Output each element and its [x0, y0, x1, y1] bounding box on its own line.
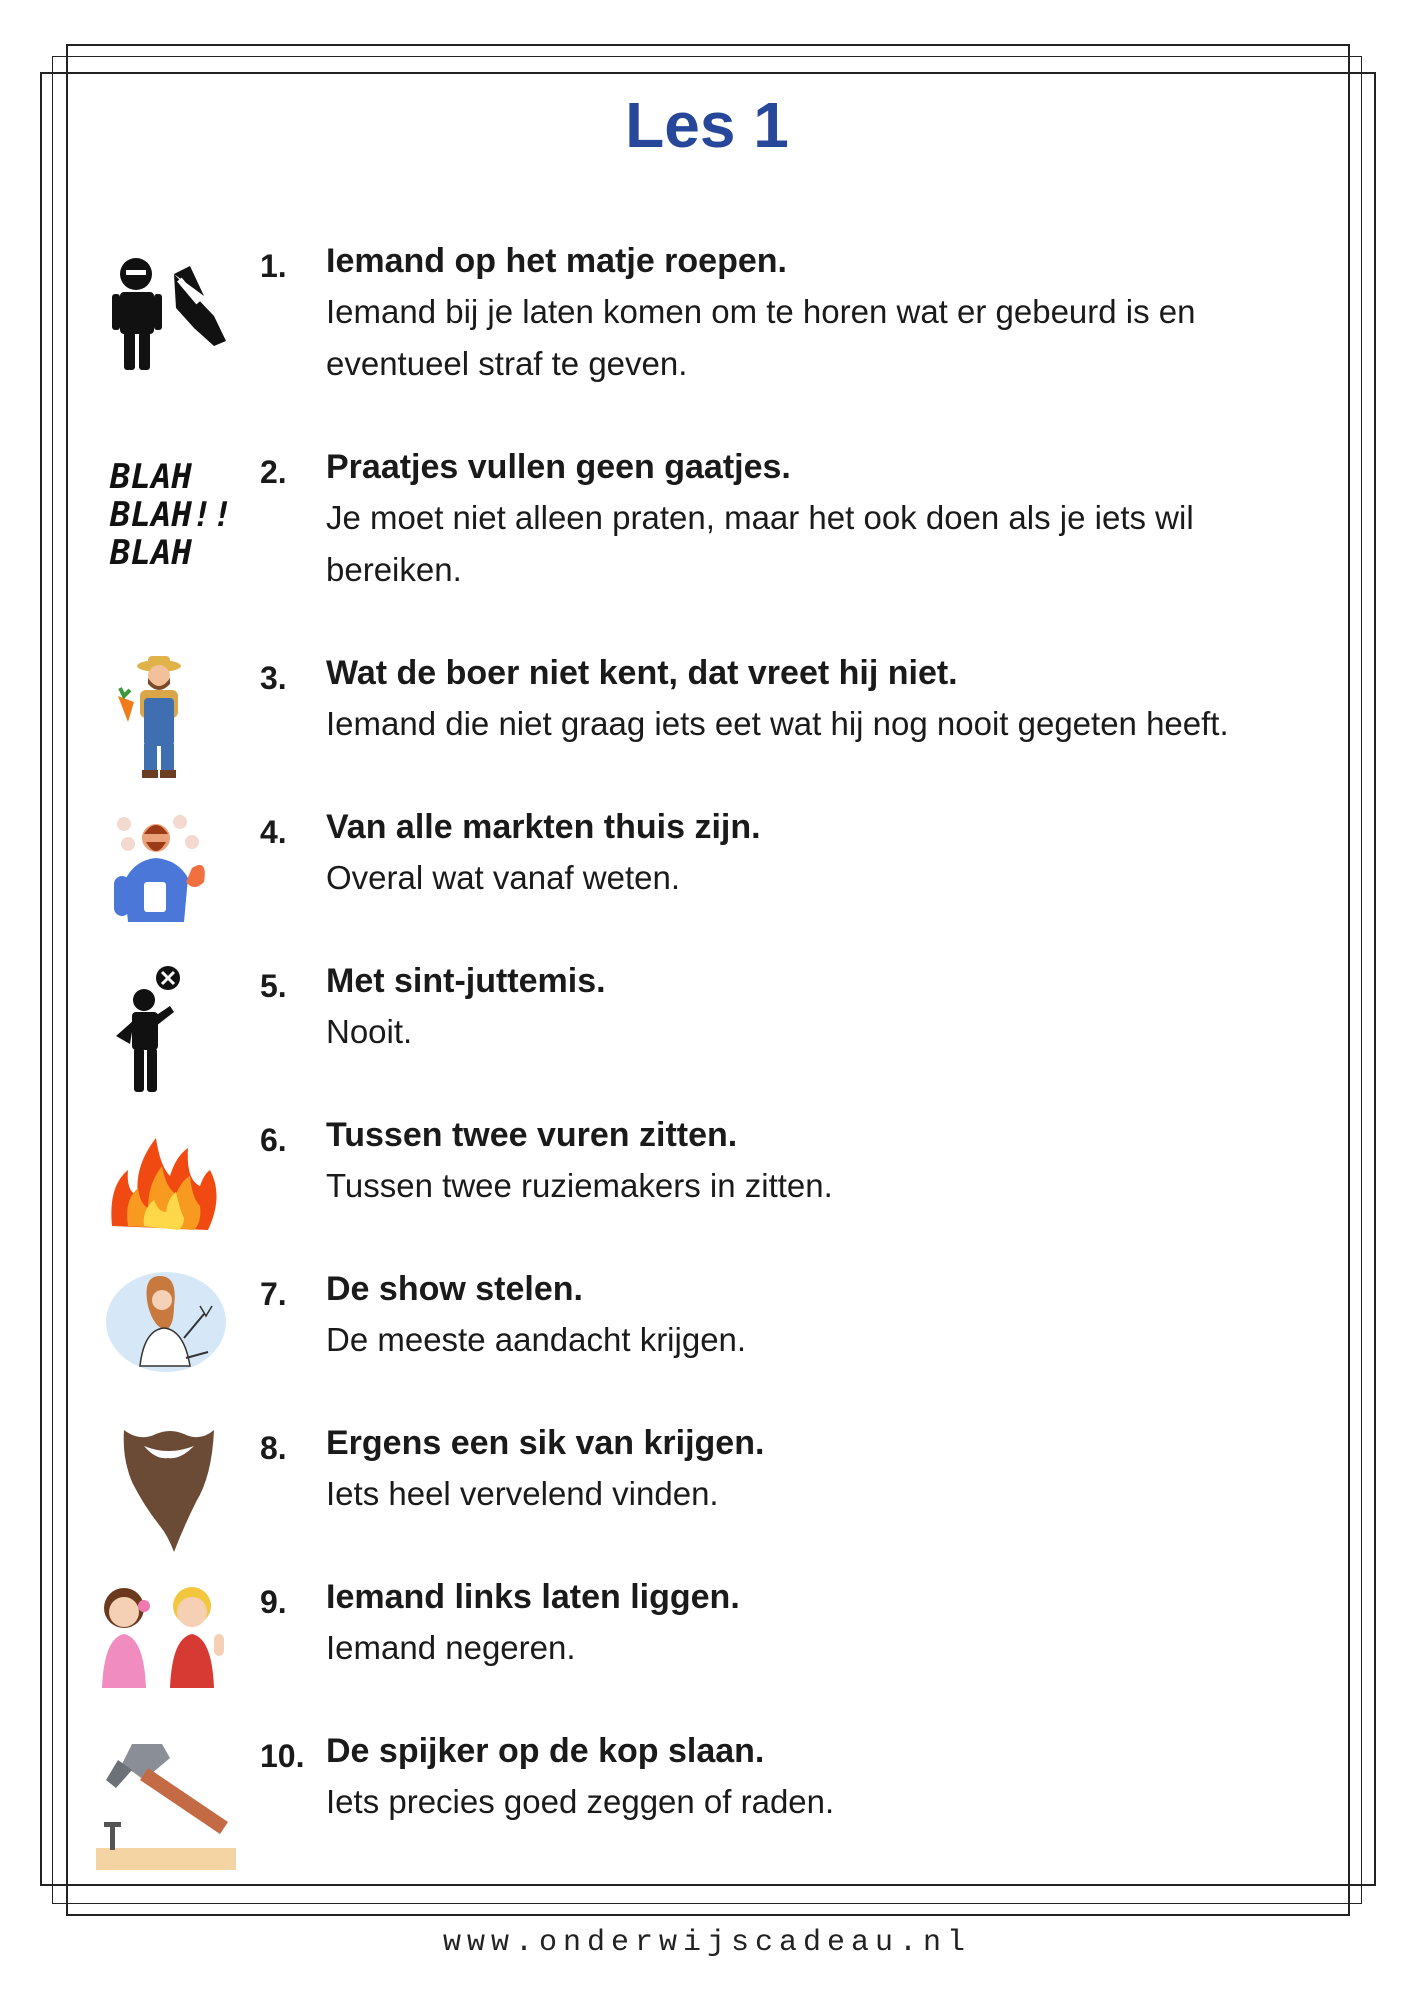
blah-text: BLAH BLAH!! BLAH — [110, 457, 233, 573]
meaning: De meeste aandacht krijgen. — [326, 1321, 747, 1358]
proverb: Met sint-juttemis. — [326, 962, 606, 1000]
woman-presenting-icon — [104, 1266, 234, 1396]
item-number: 4. — [260, 814, 287, 850]
item-number: 9. — [260, 1584, 287, 1620]
meaning: Iets heel vervelend vinden. — [326, 1475, 719, 1512]
proverb: Iemand links laten liggen. — [326, 1578, 740, 1616]
person-pointing-icon — [104, 246, 234, 376]
ignoring-children-icon — [88, 1578, 234, 1708]
proverb: Iemand op het matje roepen. — [326, 242, 787, 280]
multitasking-man-icon — [104, 812, 234, 942]
meaning: Je moet niet alleen praten, maar het ook doen als je iets wil bereiken. — [326, 499, 1194, 588]
meaning: Iemand die niet graag iets eet wat hij nog nooit gegeten heeft. — [326, 705, 1229, 742]
proverb: Tussen twee vuren zitten. — [326, 1116, 738, 1154]
meaning: Tussen twee ruziemakers in zitten. — [326, 1167, 833, 1204]
proverb: Wat de boer niet kent, dat vreet hij niet. — [326, 654, 958, 692]
meaning: Iemand bij je laten komen om te horen wat er gebeurd is en eventueel straf te geven. — [326, 293, 1196, 382]
proverb: Ergens een sik van krijgen. — [326, 1424, 765, 1462]
item-number: 6. — [260, 1122, 287, 1158]
fire-icon — [104, 1126, 234, 1256]
proverb: De spijker op de kop slaan. — [326, 1732, 765, 1770]
item-number: 2. — [260, 454, 287, 490]
meaning: Nooit. — [326, 1013, 413, 1050]
item-number: 10. — [260, 1738, 305, 1774]
proverb: Van alle markten thuis zijn. — [326, 808, 761, 846]
blah-blah-icon — [104, 458, 234, 588]
proverb: Praatjes vullen geen gaatjes. — [326, 448, 791, 486]
proverb: De show stelen. — [326, 1270, 583, 1308]
item-number: 7. — [260, 1276, 287, 1312]
page-title: Les 1 — [625, 89, 789, 161]
person-refusing-icon — [104, 964, 234, 1094]
meaning: Iets precies goed zeggen of raden. — [326, 1783, 835, 1820]
goatee-beard-icon — [104, 1426, 234, 1556]
item-number: 5. — [260, 968, 287, 1004]
meaning: Iemand negeren. — [326, 1629, 576, 1666]
item-number: 8. — [260, 1430, 287, 1466]
hammer-nail-icon — [92, 1740, 240, 1876]
meaning: Overal wat vanaf weten. — [326, 859, 681, 896]
item-number: 3. — [260, 660, 287, 696]
item-number: 1. — [260, 248, 287, 284]
footer-website: www.onderwijscadeau.nl — [442, 1926, 972, 1960]
farmer-icon — [104, 652, 234, 782]
